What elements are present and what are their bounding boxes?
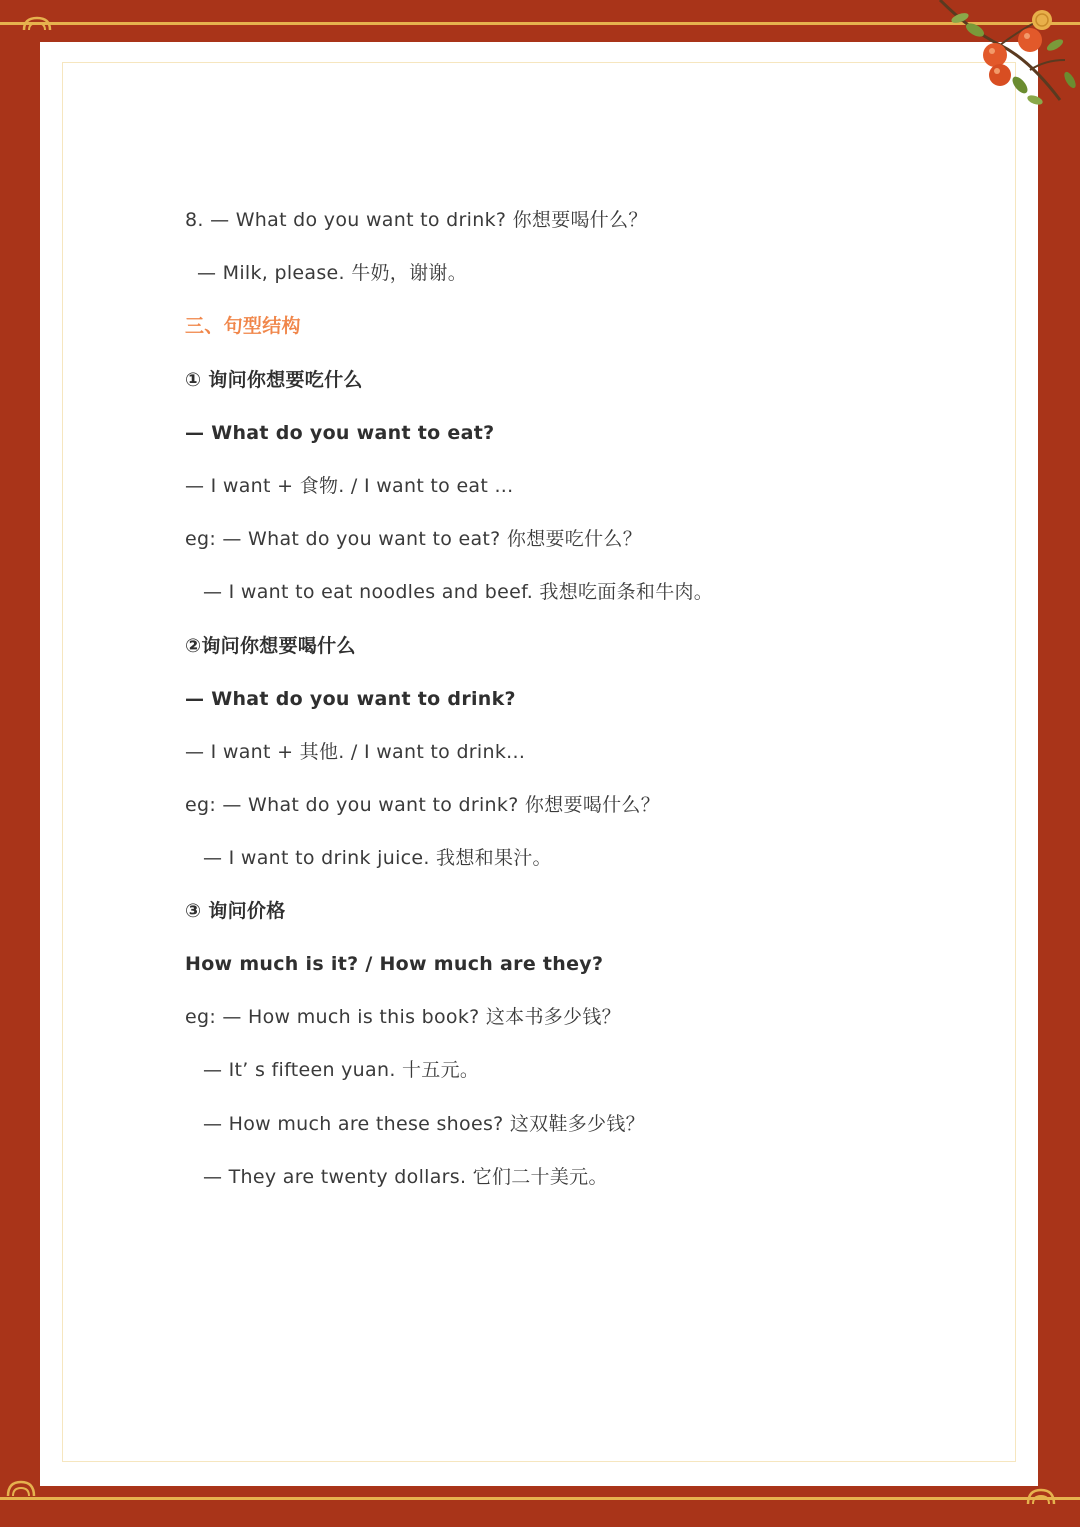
pattern-answer: — I want + 食物. / I want to eat ... — [185, 475, 514, 497]
example-question: — How much are these shoes? 这双鞋多少钱？ — [203, 1113, 645, 1135]
example-answer: — They are twenty dollars. 它们二十美元。 — [203, 1166, 608, 1188]
subheading: ②询问你想要喝什么 — [185, 635, 356, 657]
pattern-question: How much is it? / How much are they? — [185, 953, 604, 975]
example-question: eg: — How much is this book? 这本书多少钱？ — [185, 1006, 621, 1028]
subheading: ① 询问你想要吃什么 — [185, 369, 363, 391]
paper-sheet — [40, 42, 1038, 1486]
text-line: 8. — What do you want to drink? 你想要喝什么？ — [185, 209, 648, 231]
cloud-ornament-icon — [4, 1470, 38, 1504]
example-answer: — I want to eat noodles and beef. 我想吃面条和牛肉。 — [203, 581, 714, 603]
cloud-ornament-icon — [20, 10, 54, 44]
example-answer: — It’ s fifteen yuan. 十五元。 — [203, 1059, 480, 1081]
frame-top-gold-line — [0, 22, 1080, 25]
pattern-question: — What do you want to eat? — [185, 422, 495, 444]
text-line: — Milk, please. 牛奶，谢谢。 — [197, 262, 468, 284]
section-heading: 三、句型结构 — [185, 315, 301, 337]
example-question: eg: — What do you want to drink? 你想要喝什么？ — [185, 794, 661, 816]
frame-bottom-gold-line — [0, 1497, 1080, 1500]
example-question: eg: — What do you want to eat? 你想要吃什么？ — [185, 528, 643, 550]
pattern-question: — What do you want to drink? — [185, 688, 516, 710]
pattern-answer: — I want + 其他. / I want to drink... — [185, 741, 526, 763]
persimmon-branch-icon — [930, 0, 1080, 115]
example-answer: — I want to drink juice. 我想和果汁。 — [203, 847, 552, 869]
subheading: ③ 询问价格 — [185, 900, 286, 922]
